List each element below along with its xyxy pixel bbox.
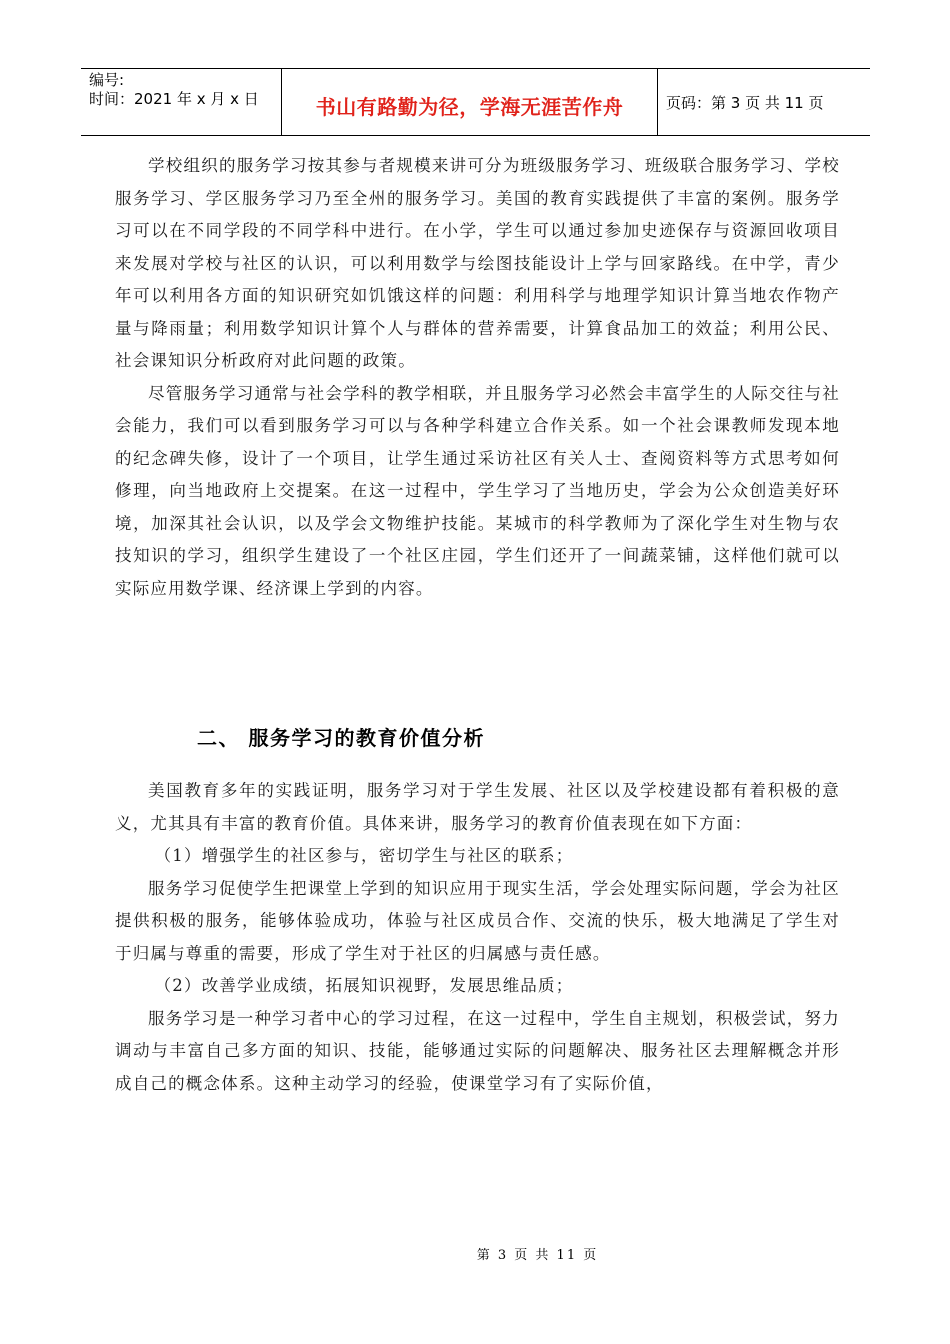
document-header [81, 68, 870, 136]
paragraph: 服务学习是一种学习者中心的学习过程，在这一过程中，学生自主规划，积极尝试，努力调动与丰富自己多方面的知识、技能，能够通过实际的问题解决、服务社区去理解概念并形成自己的概念体系。这种主动学习的经验，使课堂学习有了实际价值， [115, 1008, 840, 1093]
header-motto: 书山有路勤为径，学海无涯苦作舟 [282, 69, 658, 135]
section-heading: 二、 服务学习的教育价值分析 [197, 726, 485, 750]
page-footer: 第 3 页 共 11 页 [476, 1248, 599, 1263]
body-section-one [115, 150, 840, 605]
paragraph: 尽管服务学习通常与社会学科的教学相联，并且服务学习必然会丰富学生的人际交往与社会能力，我们可以看到服务学习可以与各种学科建立合作关系。如一个社会课教师发现本地的纪念碑失修，设计了一个项目，让学生通过采访社区有关人士、查阅资料等方式思考如何修理，向当地政府上交提案。在这一过程中，学生学习了当地历史，学会为公众创造美好环境，加深其社会认识，以及学会文物维护技能。某城市的科学教师为了深化学生对生物与农技知识的学习，组织学生建设了一个社区庄园，学生们还开了一间蔬菜铺，这样他们就可以实际应用数学课、经济课上学到的内容。 [115, 383, 840, 598]
document-number-label: 编号: [89, 71, 125, 89]
list-point: （2）改善学业成绩，拓展知识视野，发展思维品质； [154, 976, 574, 995]
paragraph: 美国教育多年的实践证明，服务学习对于学生发展、社区以及学校建设都有着积极的意义，尤其具有丰富的教育价值。具体来讲，服务学习的教育价值表现在如下方面： [115, 781, 840, 833]
paragraph: 服务学习促使学生把课堂上学到的知识应用于现实生活，学会处理实际问题，学会为社区提供积极的服务，能够体验成功，体验与社区成员合作、交流的快乐，极大地满足了学生对于归属与尊重的需要，形成了学生对于社区的归属感与责任感。 [115, 878, 840, 963]
paragraph: 学校组织的服务学习按其参与者规模来讲可分为班级服务学习、班级联合服务学习、学校服务学习、学区服务学习乃至全州的服务学习。美国的教育实践提供了丰富的案例。服务学习可以在不同学段的不同学科中进行。在小学，学生可以通过参加史迹保存与资源回收项目来发展对学校与社区的认识，可以利用数学与绘图技能设计上学与回家路线。在中学，青少年可以利用各方面的知识研究如饥饿这样的问题：利用科学与地理学知识计算当地农作物产量与降雨量；利用数学知识计算个人与群体的营养需要，计算食品加工的效益；利用公民、社会课知识分析政府对此问题的政策。 [115, 156, 840, 370]
header-page-code: 页码：第 3 页 共 11 页 [666, 93, 824, 112]
document-date-label: 时间：2021 年 x 月 x 日 [89, 90, 259, 108]
list-point: （1）增强学生的社区参与，密切学生与社区的联系； [154, 846, 574, 865]
body-section-two [115, 775, 840, 1100]
header-meta-cell [81, 69, 282, 135]
